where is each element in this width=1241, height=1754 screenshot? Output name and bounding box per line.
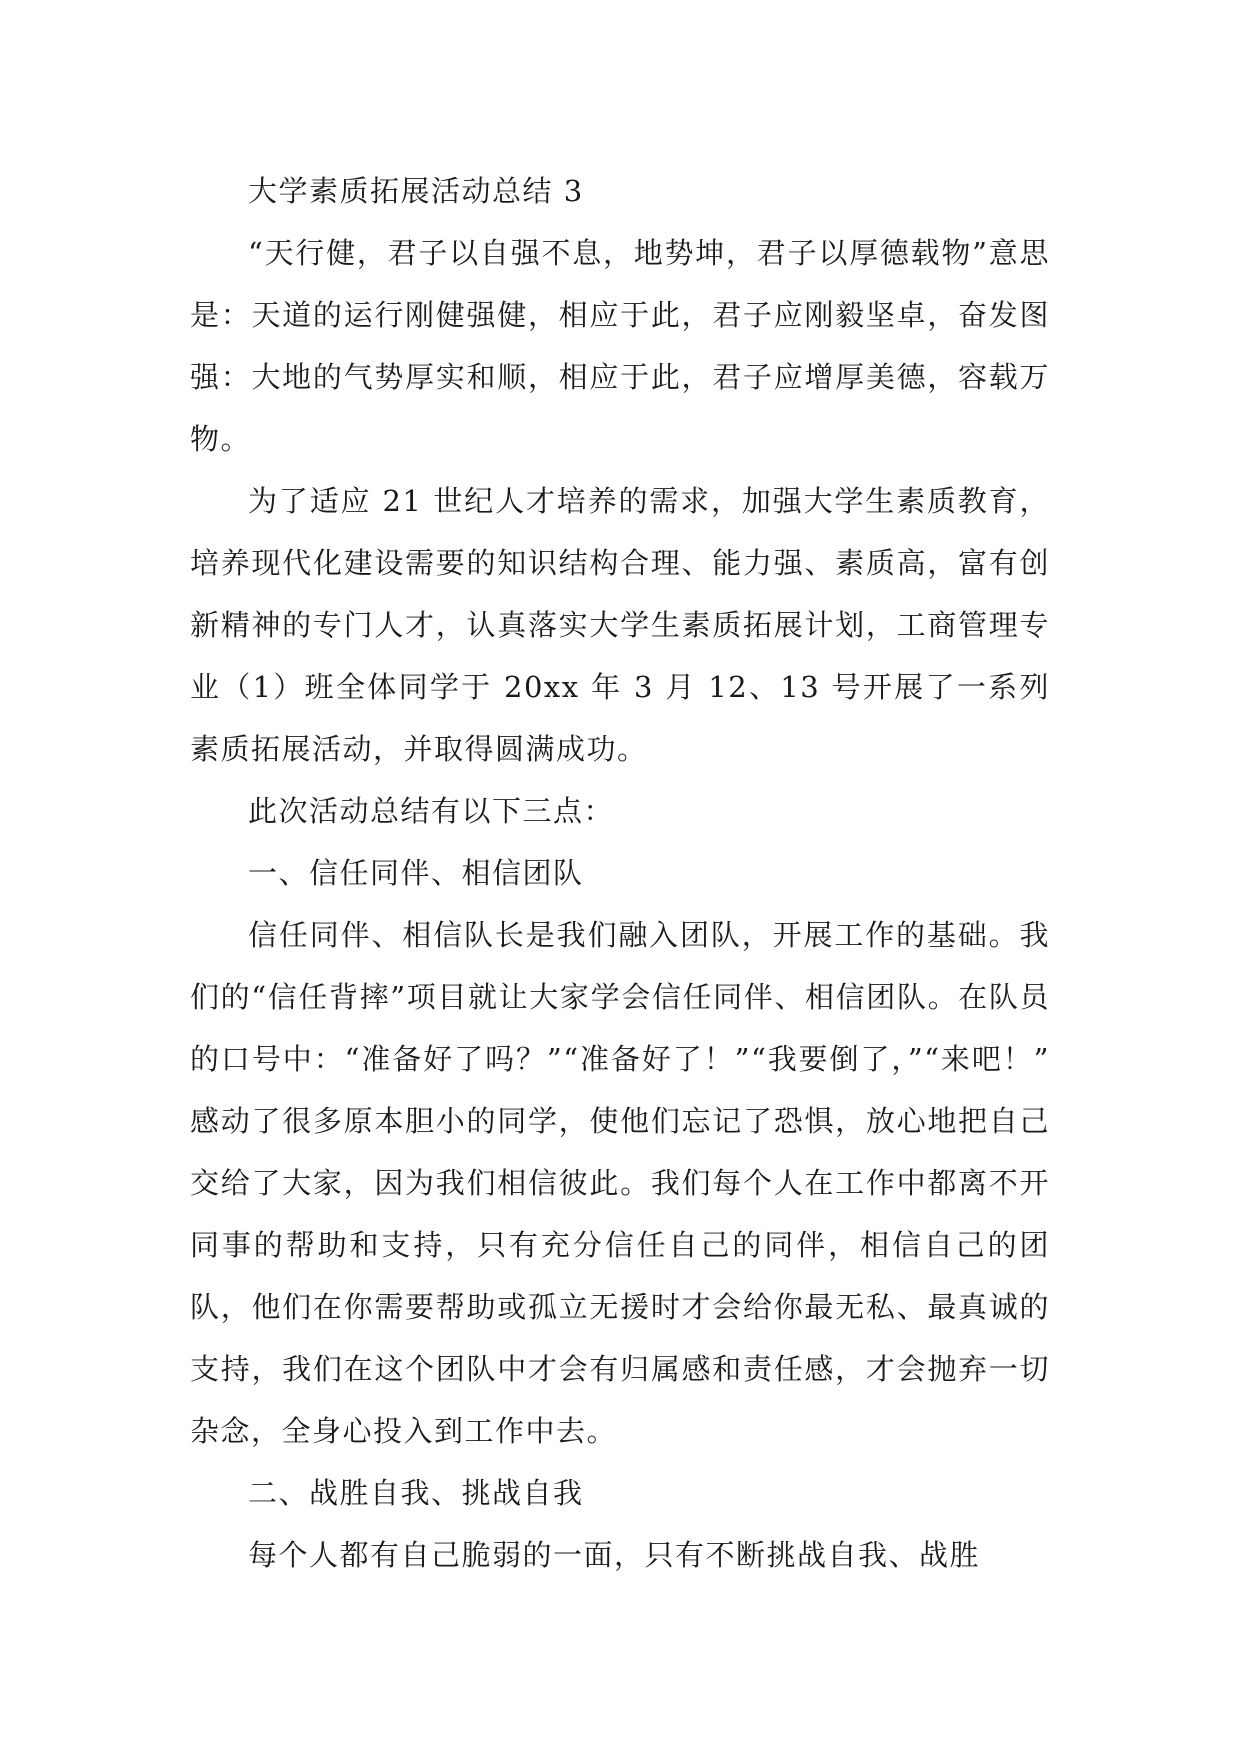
- paragraph-summary-intro: 此次活动总结有以下三点：: [248, 794, 615, 828]
- section-heading-trust: 一、信任同伴、相信团队: [248, 856, 584, 890]
- section-heading-challenge: 二、战胜自我、挑战自我: [248, 1476, 584, 1510]
- paragraph-purpose: 为了适应 21 世纪人才培养的需求，加强大学生素质教育，培养现代化建设需要的知识结构合理、能力强、素质高，富有创新精神的专门人才，认真落实大学生素质拓展计划，工商管理专业（1）班全体同学于 20xx 年 3 月 12、13 号开展了一系列素质拓展活动，并取得圆满成功。: [190, 484, 1050, 766]
- document-title: 大学素质拓展活动总结 3: [248, 174, 584, 208]
- paragraph-trust: 信任同伴、相信队长是我们融入团队，开展工作的基础。我们的“信任背摔”项目就让大家学会信任同伴、相信团队。在队员的口号中：“准备好了吗？”“准备好了！”“我要倒了，”“来吧！” 感动了很多原本胆小的同学，使他们忘记了恐惧，放心地把自己交给了大家，因为我们相信彼此。我们每个人在工作中都离不开同事的帮助和支持，只有充分信任自己的同伴，相信自己的团队，他们在你需要帮助或孤立无援时才会给你最无私、最真诚的支持，我们在这个团队中才会有归属感和责任感，才会抛弃一切杂念，全身心投入到工作中去。: [190, 918, 1050, 1448]
- paragraph-quote: “天行健，君子以自强不息，地势坤，君子以厚德载物”意思是：天道的运行刚健强健，相应于此，君子应刚毅坚卓，奋发图强：大地的气势厚实和顺，相应于此，君子应增厚美德，容载万物。: [190, 236, 1050, 456]
- document-body: [190, 160, 1050, 1586]
- paragraph-challenge: 每个人都有自己脆弱的一面，只有不断挑战自我、战胜: [248, 1538, 981, 1572]
